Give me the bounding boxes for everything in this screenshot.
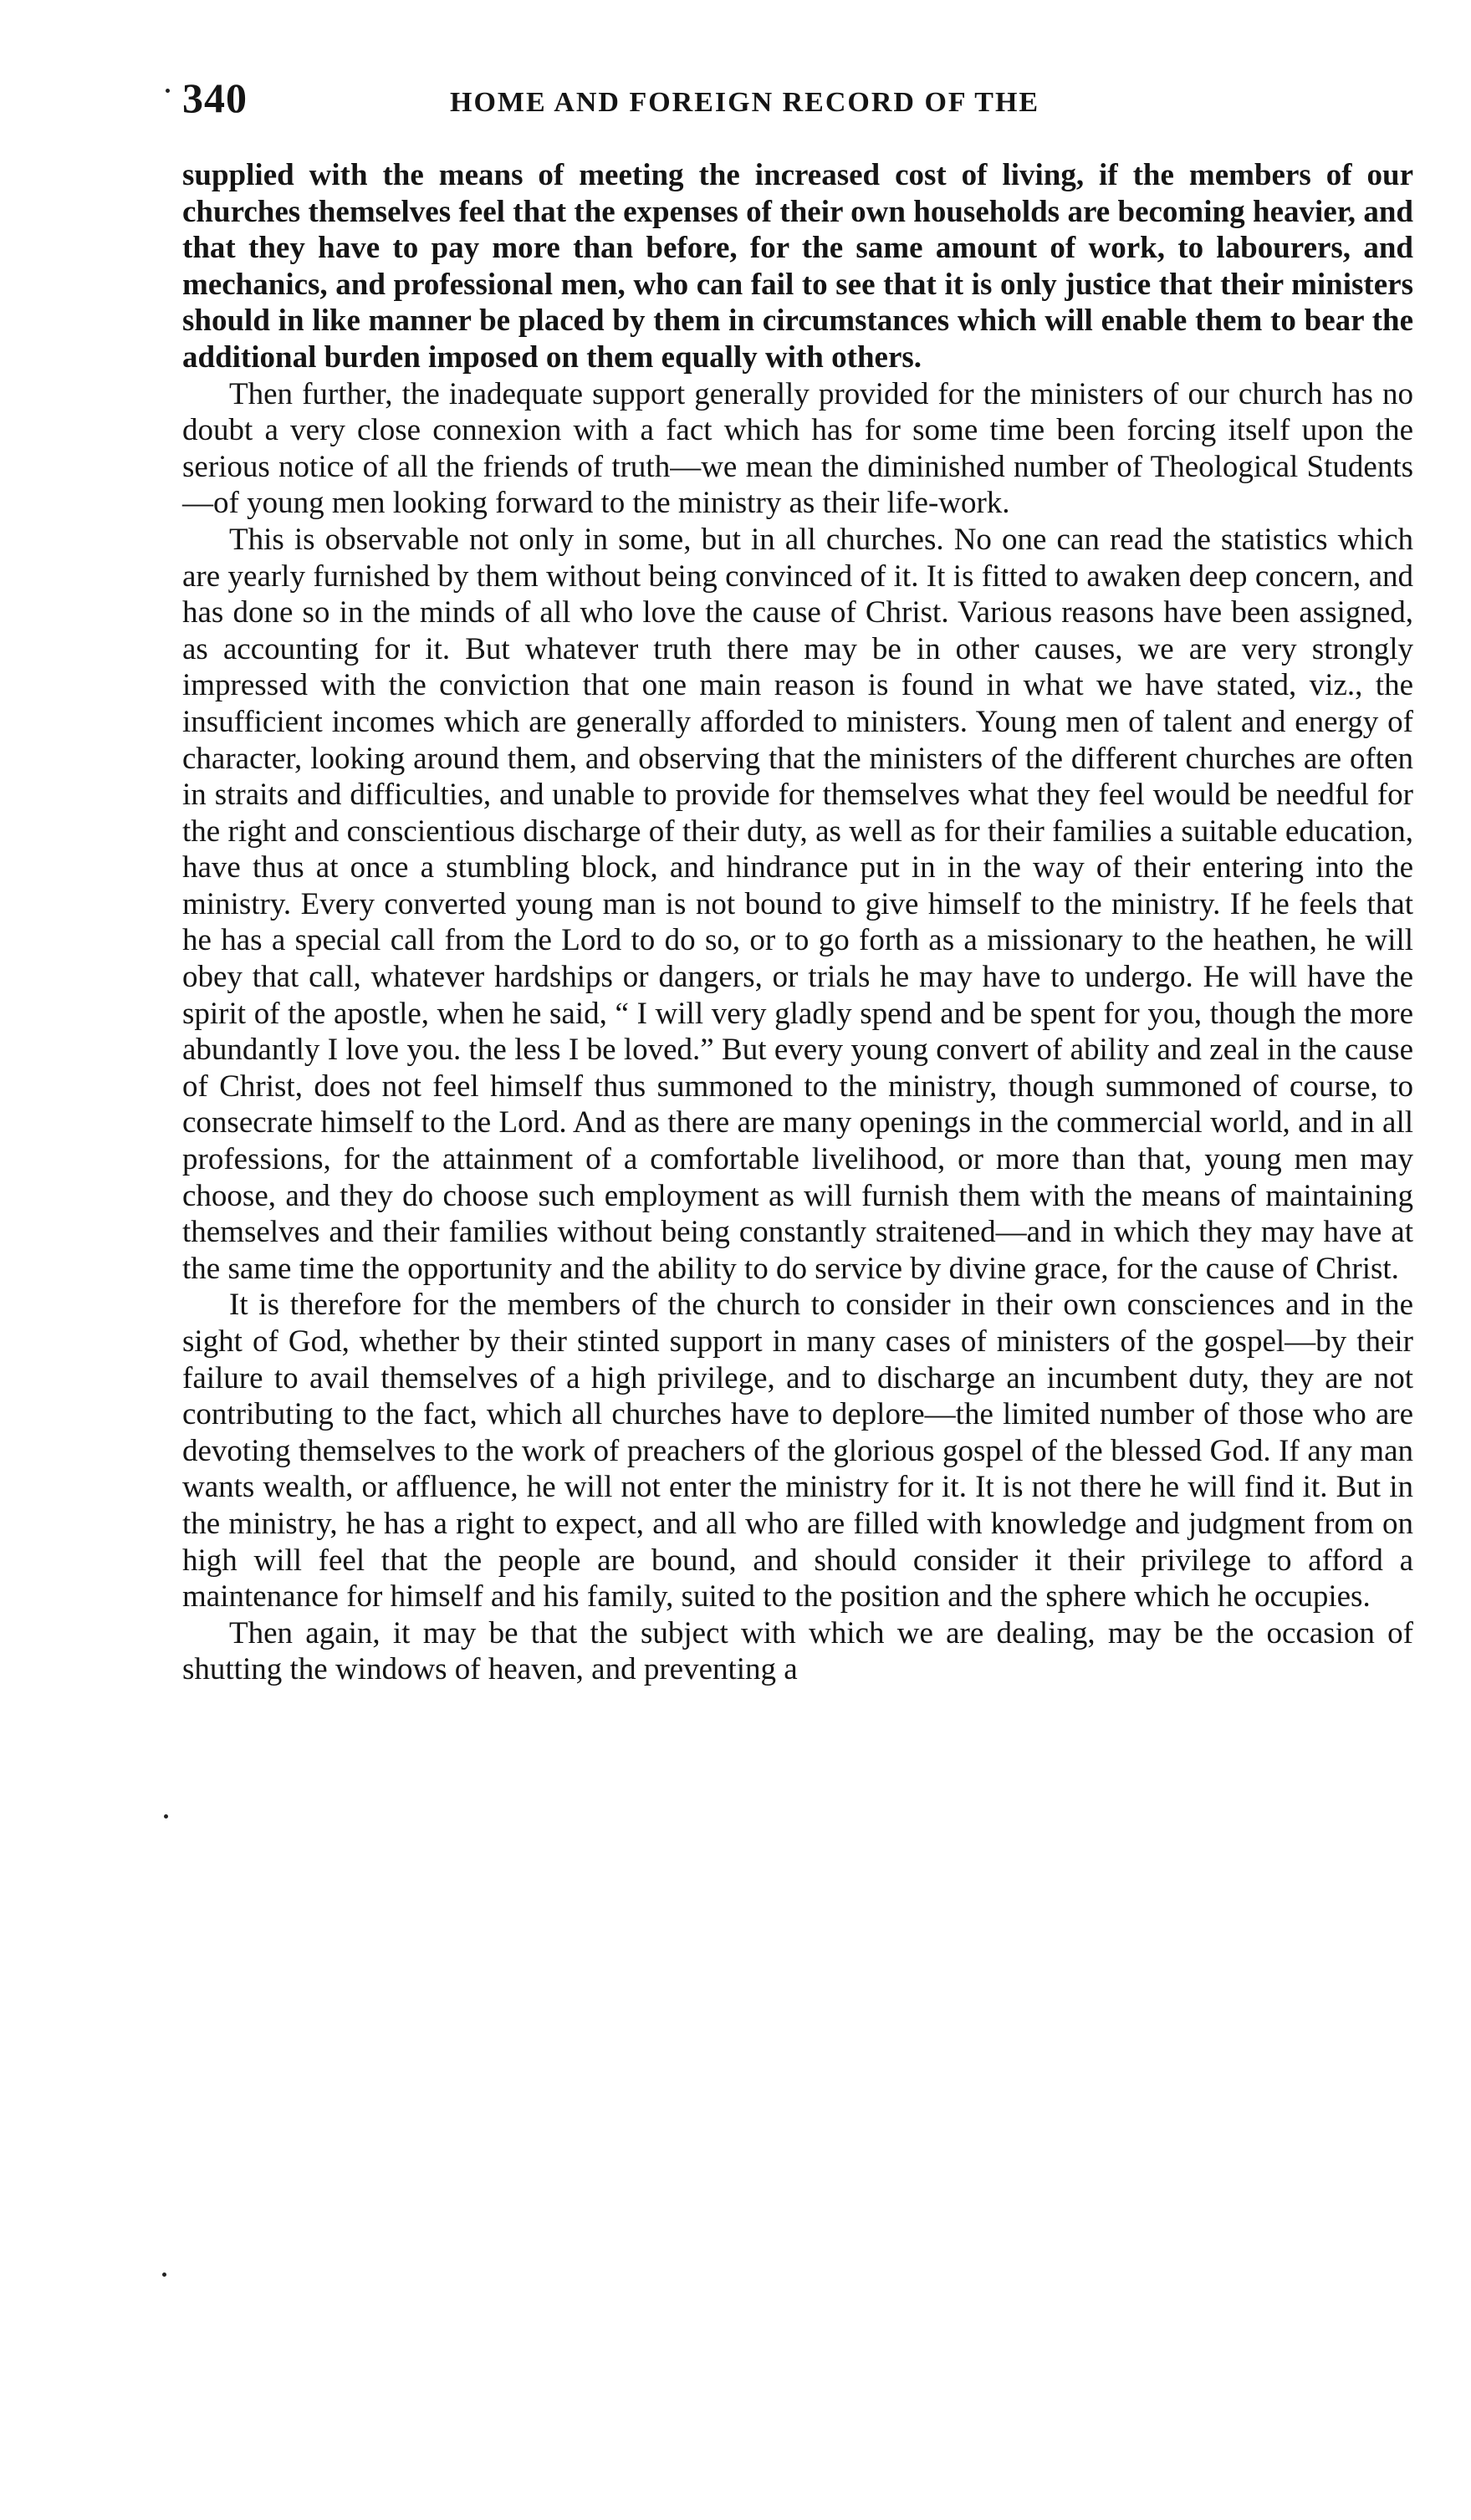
- margin-mark: [164, 1814, 168, 1819]
- paragraph-5: Then again, it may be that the subject with which we are dealing, may be the occasion of shutting the windows of heaven, and preventing a: [182, 1615, 1413, 1687]
- page-number: 340: [182, 74, 248, 121]
- running-head: HOME AND FOREIGN RECORD OF THE: [450, 87, 1040, 118]
- paragraph-1: supplied with the means of meeting the increased cost of living, if the members of our churches themselves feel that the expenses of their own households are becoming heavier, and that they have to pay more than before, for the same amount of work, to labourers, and mechanics, and professional men, who can fail to see that it is only justice that their ministers should in like manner be placed by them in circumstances which will enable them to bear the additional burden imposed on them equally with others.: [182, 158, 1413, 375]
- paragraph-3: This is observable not only in some, but in all churches. No one can read the statistics which are yearly furnished by them without being convinced of it. It is fitted to awaken deep concern, and has done so in the minds of all who love the cause of Christ. Various reasons have been assigned, as accounting for it. But whatever truth there may be in other causes, we are very strongly impressed with the conviction that one main reason is found in what we have stated, viz., the insufficient incomes which are generally afforded to ministers. Young men of talent and energy of character, looking around them, and observing that the ministers of the different churches are often in straits and difficulties, and unable to provide for themselves what they feel would be needful for the right and conscientious discharge of their duty, as well as for their families a suitable education, have thus at once a stumbling block, and hindrance put in in the way of their entering into the ministry. Every converted young man is not bound to give himself to the ministry. If he feels that he has a special call from the Lord to do so, or to go forth as a missionary to the heathen, he will obey that call, whatever hardships or dangers, or trials he may have to undergo. He will have the spirit of the apostle, when he said, “ I will very gladly spend and be spent for you, though the more abundantly I love you. the less I be loved.” But every young convert of ability and zeal in the cause of Christ, does not feel himself thus summoned to the ministry, though summoned of course, to consecrate himself to the Lord. And as there are many openings in the commercial world, and in all professions, for the attainment of a comfortable livelihood, or more than that, young men may choose, and they do choose such employment as will furnish them with the means of maintaining themselves and their families without being constantly straitened—and in which they may have at the same time the opportunity and the ability to do service by divine grace, for the cause of Christ.: [182, 522, 1413, 1286]
- paragraph-2: Then further, the inadequate support generally provided for the ministers of our church has no doubt a very close connexion with a fact which has for some time been forcing itself upon the serious notice of all the friends of truth—we mean the diminished number of Theological Students —of young men looking forward to the ministry as their life-work.: [182, 376, 1413, 521]
- paragraph-4: It is therefore for the members of the church to consider in their own consciences and in the sight of God, whether by their stinted support in many cases of ministers of the gospel—by their failure to avail themselves of a high privilege, and to discharge an incumbent duty, they are not contributing to the fact, which all churches have to deplore—the limited number of those who are devoting themselves to the work of preachers of the glorious gospel of the blessed God. If any man wants wealth, or affluence, he will not enter the ministry for it. It is not there he will find it. But in the ministry, he has a right to expect, and all who are filled with knowledge and judgment from on high will feel that the people are bound, and should consider it their privilege to afford a maintenance for himself and his family, suited to the position and the sphere which he occupies.: [182, 1288, 1413, 1615]
- article-body: [182, 157, 1413, 1688]
- page-header: [182, 74, 1412, 140]
- margin-mark: [162, 2273, 166, 2277]
- margin-mark: [166, 89, 170, 93]
